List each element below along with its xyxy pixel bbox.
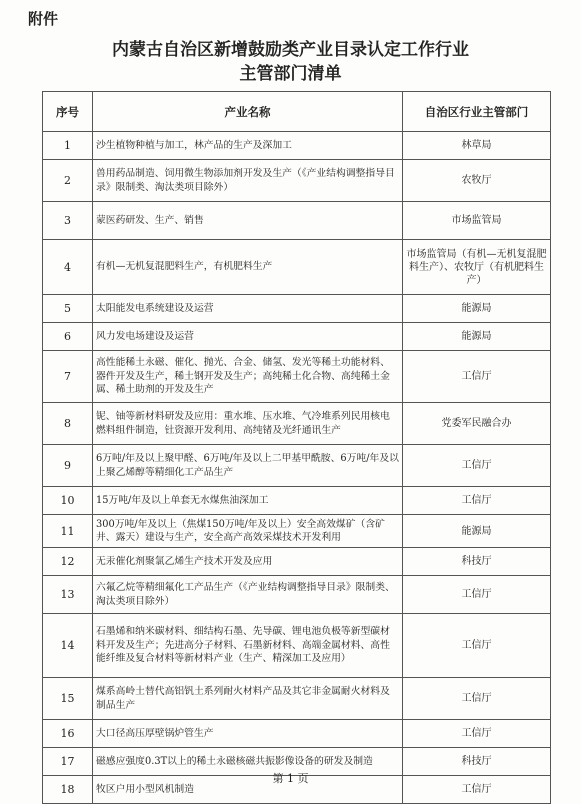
industry-name-cell: 6万吨/年及以上聚甲醛、6万吨/年及以上二甲基甲酰胺、6万吨/年及以上聚乙烯醇等精细化工产品生产 [93, 445, 403, 487]
row-number-cell: 11 [43, 515, 93, 548]
table-row [43, 202, 551, 240]
department-cell: 能源局 [403, 295, 551, 323]
table-row [43, 515, 551, 548]
industry-name-cell: 大口径高压厚壁锅炉管生产 [93, 720, 403, 748]
department-cell: 能源局 [403, 515, 551, 548]
department-cell: 能源局 [403, 323, 551, 351]
row-number-cell: 4 [43, 240, 93, 295]
row-number-cell: 16 [43, 720, 93, 748]
industry-name-cell: 风力发电场建设及运营 [93, 323, 403, 351]
row-number-cell: 3 [43, 202, 93, 240]
row-number-cell: 14 [43, 614, 93, 678]
industry-name-cell: 牧区户用小型风机制造 [93, 776, 403, 804]
table-row [43, 351, 551, 403]
column-header-department: 自治区行业主管部门 [403, 92, 551, 132]
column-header-number: 序号 [43, 92, 93, 132]
industry-name-cell: 兽用药品制造、饲用微生物添加剂开发及生产（《产业结构调整指导目录》限制类、淘汰类项目除外） [93, 160, 403, 202]
table-row [43, 132, 551, 160]
department-cell: 党委军民融合办 [403, 403, 551, 445]
industry-name-cell: 石墨烯和纳米碳材料、细结构石墨、先导碳、锂电池负极等新型碳材料开发及生产；先进高分子材料、石墨新材料、高端金属材料、高性能纤维及复合材料等新材料产业（生产、精深加工及应用） [93, 614, 403, 678]
row-number-cell: 17 [43, 748, 93, 776]
row-number-cell: 13 [43, 576, 93, 614]
department-cell: 市场监管局（有机—无机复混肥料生产）、农牧厅（有机肥料生产） [403, 240, 551, 295]
department-cell: 工信厅 [403, 678, 551, 720]
industry-name-cell: 蒙医药研发、生产、销售 [93, 202, 403, 240]
department-cell: 工信厅 [403, 576, 551, 614]
industry-name-cell: 高性能稀土永磁、催化、抛光、合金、储氢、发光等稀土功能材料、器件开发及生产，稀土钢开发及生产；高纯稀土化合物、高纯稀土金属、稀土助剂的开发及生产 [93, 351, 403, 403]
table-row [43, 678, 551, 720]
industry-name-cell: 铌、铀等新材料研发及应用：重水堆、压水堆、气冷堆系列民用核电燃料组件制造，钍资源开发利用、高纯锗及光纤通讯生产 [93, 403, 403, 445]
row-number-cell: 1 [43, 132, 93, 160]
department-cell: 工信厅 [403, 487, 551, 515]
table-row [43, 295, 551, 323]
industry-name-cell: 沙生植物种植与加工，林产品的生产及深加工 [93, 132, 403, 160]
department-cell: 科技厅 [403, 548, 551, 576]
table-row [43, 445, 551, 487]
row-number-cell: 10 [43, 487, 93, 515]
department-cell: 工信厅 [403, 614, 551, 678]
department-cell: 工信厅 [403, 720, 551, 748]
table-row [43, 487, 551, 515]
industry-name-cell: 六氟乙烷等精细氟化工产品生产（《产业结构调整指导目录》限制类、淘汰类项目除外） [93, 576, 403, 614]
table-row [43, 720, 551, 748]
industry-name-cell: 15万吨/年及以上单套无水煤焦油深加工 [93, 487, 403, 515]
row-number-cell: 5 [43, 295, 93, 323]
row-number-cell: 8 [43, 403, 93, 445]
attachment-label: 附件 [28, 10, 59, 28]
table-row [43, 403, 551, 445]
column-header-industry: 产业名称 [93, 92, 403, 132]
row-number-cell: 9 [43, 445, 93, 487]
department-cell: 林草局 [403, 132, 551, 160]
department-cell: 工信厅 [403, 351, 551, 403]
department-cell: 科技厅 [403, 748, 551, 776]
row-number-cell: 2 [43, 160, 93, 202]
department-cell: 市场监管局 [403, 202, 551, 240]
department-cell: 农牧厅 [403, 160, 551, 202]
row-number-cell: 7 [43, 351, 93, 403]
document-title-line1: 内蒙古自治区新增鼓励类产业目录认定工作行业 [112, 40, 469, 60]
row-number-cell: 15 [43, 678, 93, 720]
table-row [43, 548, 551, 576]
table-row [43, 614, 551, 678]
table-row [43, 240, 551, 295]
industry-name-cell: 磁感应强度0.3T以上的稀土永磁核磁共振影像设备的研发及制造 [93, 748, 403, 776]
table-row [43, 160, 551, 202]
table-row [43, 576, 551, 614]
table-body [43, 132, 551, 804]
industry-name-cell: 有机—无机复混肥料生产，有机肥料生产 [93, 240, 403, 295]
industry-department-table [42, 91, 551, 804]
page-number: 第 1 页 [272, 772, 309, 785]
department-cell: 工信厅 [403, 776, 551, 804]
industry-name-cell: 无汞催化剂聚氯乙烯生产技术开发及应用 [93, 548, 403, 576]
industry-name-cell: 煤系高岭土替代高铝钒土系列耐火材料产品及其它非金属耐火材料及制品生产 [93, 678, 403, 720]
row-number-cell: 6 [43, 323, 93, 351]
industry-name-cell: 300万吨/年及以上（焦煤150万吨/年及以上）安全高效煤矿（含矿井、露天）建设与生产，安全高产高效采煤技术开发利用 [93, 515, 403, 548]
row-number-cell: 12 [43, 548, 93, 576]
row-number-cell: 18 [43, 776, 93, 804]
document-title-line2: 主管部门清单 [239, 64, 342, 84]
department-cell: 工信厅 [403, 445, 551, 487]
industry-name-cell: 太阳能发电系统建设及运营 [93, 295, 403, 323]
table-header-row [43, 92, 551, 132]
table-row [43, 323, 551, 351]
